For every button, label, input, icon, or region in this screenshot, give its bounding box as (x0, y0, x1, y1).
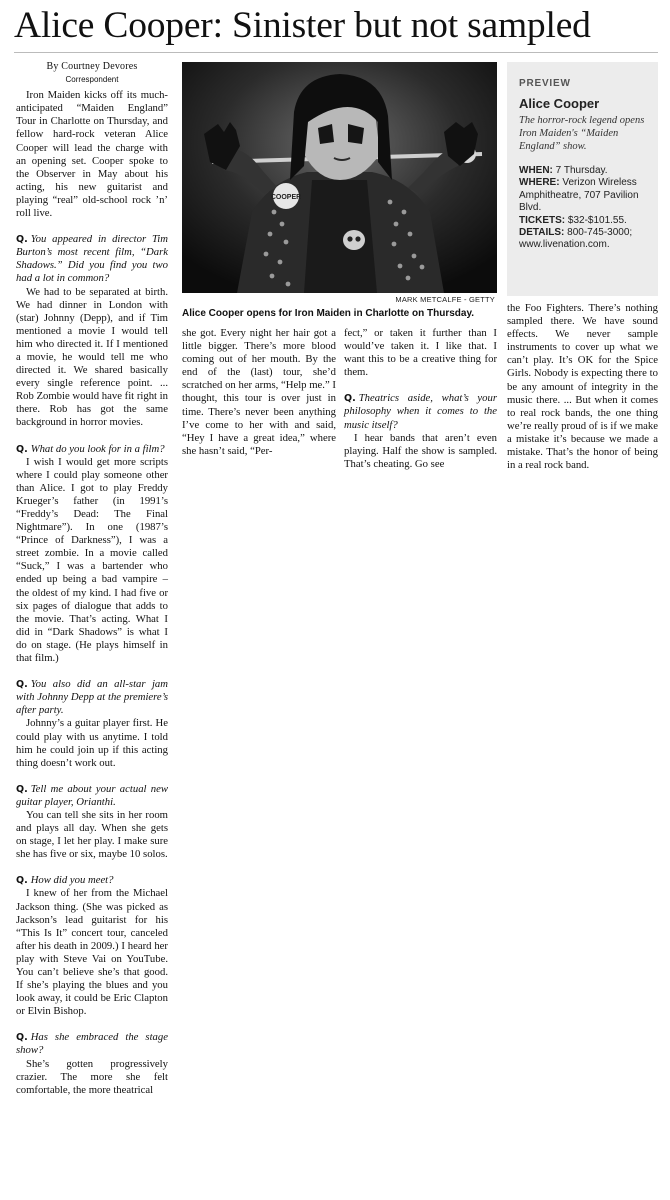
question-2: Q. What do you look for in a film? (16, 442, 165, 455)
byline: By Courtney Devores (46, 61, 138, 72)
headline: Alice Cooper: Sinister but not sampled (14, 5, 591, 46)
answer-2: I wish I would get more scripts where I could play someone other than Alice. I got to play Freddy Krueger’s father (in 1991’s “Freddy’s Dead: The Final Nightmare”). In one (1987’s “Prince of Darkness”), I was a street zombie. In a movie called “Suck,” I was a bartender who ended up being a bad vampire – the oldest of my kind. I had five or six pages of dialogue that adds to the movie. That’s acting. What I did in “Dark Shadows” is what I do on stage. (He plays himself in that film.) (16, 455, 168, 665)
article-column-2 (182, 327, 336, 458)
answer-6-part-3: fect,” or taken it further than I would’ve taken it. I like that. I want this to be a creative thing for them. (344, 327, 497, 379)
alice-cooper-photo-image (182, 62, 497, 293)
q-marker: Q. (16, 234, 28, 246)
article-column-1 (16, 60, 168, 1097)
answer-6-part-2: she got. Every night her hair got a little bigger. There’s more blood coming out of her mouth. By the end of the (last) tour, she’d scratched on her arms, “Help me.” I thought, this tour is over just in time. There’s never been anything I’ve come to her with and said, “Hey I have a great idea,” where she hasn’t said, “Per- (182, 327, 336, 457)
q-marker: Q. (16, 679, 28, 691)
preview-more-details: DETAILS: 800-745-3000; www.livenation.com. (519, 227, 633, 251)
q-marker: Q. (16, 875, 28, 887)
answer-7-part-2: the Foo Fighters. There’s nothing sampled there. We have sound effects. We never sample instruments to cover up what we can’t play. It’s OK for the Spice Girls. Nobody is expecting there to be any amount of integrity in the music there. ... But when it comes to real rock bands, the one thing we’re really proud of is if we make a mistake it’s because we made a mistake. That’s the honor of being in a real rock band. (507, 302, 658, 472)
question-4: Q. Tell me about your actual new guitar player, Orianthi. (16, 782, 168, 808)
question-6: Q. Has she embraced the stage show? (16, 1031, 168, 1057)
q-marker: Q. (344, 393, 356, 405)
preview-tickets: TICKETS: $32-$101.55. (519, 214, 627, 226)
preview-title: Alice Cooper (519, 96, 600, 111)
question-5: Q. How did you meet? (16, 874, 114, 887)
byline-role: Correspondent (65, 75, 119, 85)
answer-1: We had to be separated at birth. We had dinner in London with (star) Johnny (Depp), and if Tim mentioned a movie I would tell him who directed it. If I mentioned a movie, he would tell me who directed it. We shared basically every single reference point. ... Rob Zombie would have fit right in there. Rob has got the same background in horror movies. (16, 285, 168, 429)
preview-where: WHERE: Verizon Wireless Amphitheatre, 707 Pavilion Blvd. (519, 177, 639, 214)
answer-4: You can tell she sits in her room and plays all day. When she gets on stage, I let her play. I make sure she has five or six, maybe 10 solos. (16, 808, 168, 861)
answer-6-part-1: She’s gotten progressively crazier. The more she felt comfortable, the more theatrical (16, 1057, 168, 1096)
answer-3: Johnny’s a guitar player first. He could play with us anytime. I told him he could join up if this acting thing doesn’t work out. (16, 717, 168, 769)
q-marker: Q. (16, 783, 28, 795)
article-column-3 (344, 327, 497, 471)
preview-label: PREVIEW (519, 78, 571, 89)
q-marker: Q. (16, 443, 28, 455)
preview-details (519, 165, 654, 252)
preview-box (507, 62, 658, 296)
answer-7-part-1: I hear bands that aren’t even playing. Half the show is sampled. That’s cheating. Go see (344, 431, 497, 470)
headline-rule (14, 52, 658, 53)
question-1: Q. You appeared in director Tim Burton’s most recent film, “Dark Shadows.” Did you find you two had a lot in common? (16, 233, 168, 285)
question-3: Q. You also did an all-star jam with Johnny Depp at the premiere’s after party. (16, 678, 168, 717)
photo-credit: MARK METCALFE - GETTY (395, 295, 495, 304)
answer-5: I knew of her from the Michael Jackson thing. (She was picked as Jackson’s lead guitarist for his “This Is It” concert tour, canceled after his death in 2009.) I heard her play with Steve Vai on YouTube. You can’t believe she’s that good. If she’s playing the blues and you look away, it could be Eric Clapton or Elvin Bishop. (16, 887, 168, 1018)
cooper-badge-text: COOPER (270, 194, 302, 201)
concert-photo (182, 62, 497, 293)
photo-caption: Alice Cooper opens for Iron Maiden in Charlotte on Thursday. (182, 308, 475, 319)
q-marker: Q. (16, 1032, 28, 1044)
question-7: Q. Theatrics aside, what’s your philosophy when it comes to the music itself? (344, 392, 497, 431)
preview-description: The horror-rock legend opens Iron Maiden's “Maiden England” show. (519, 115, 645, 152)
article-intro: Iron Maiden kicks off its much-anticipated “Maiden England” Tour in Charlotte on Thursday, and fellow hard-rock veteran Alice Cooper will lead the charge with an opening set. Cooper spoke to the Observer in May about his acting, his new guitarist and playing “real” old-school rock ’n’ roll live. (16, 89, 168, 220)
article-column-4 (507, 302, 658, 472)
preview-when: WHEN: 7 Thursday. (519, 165, 608, 176)
